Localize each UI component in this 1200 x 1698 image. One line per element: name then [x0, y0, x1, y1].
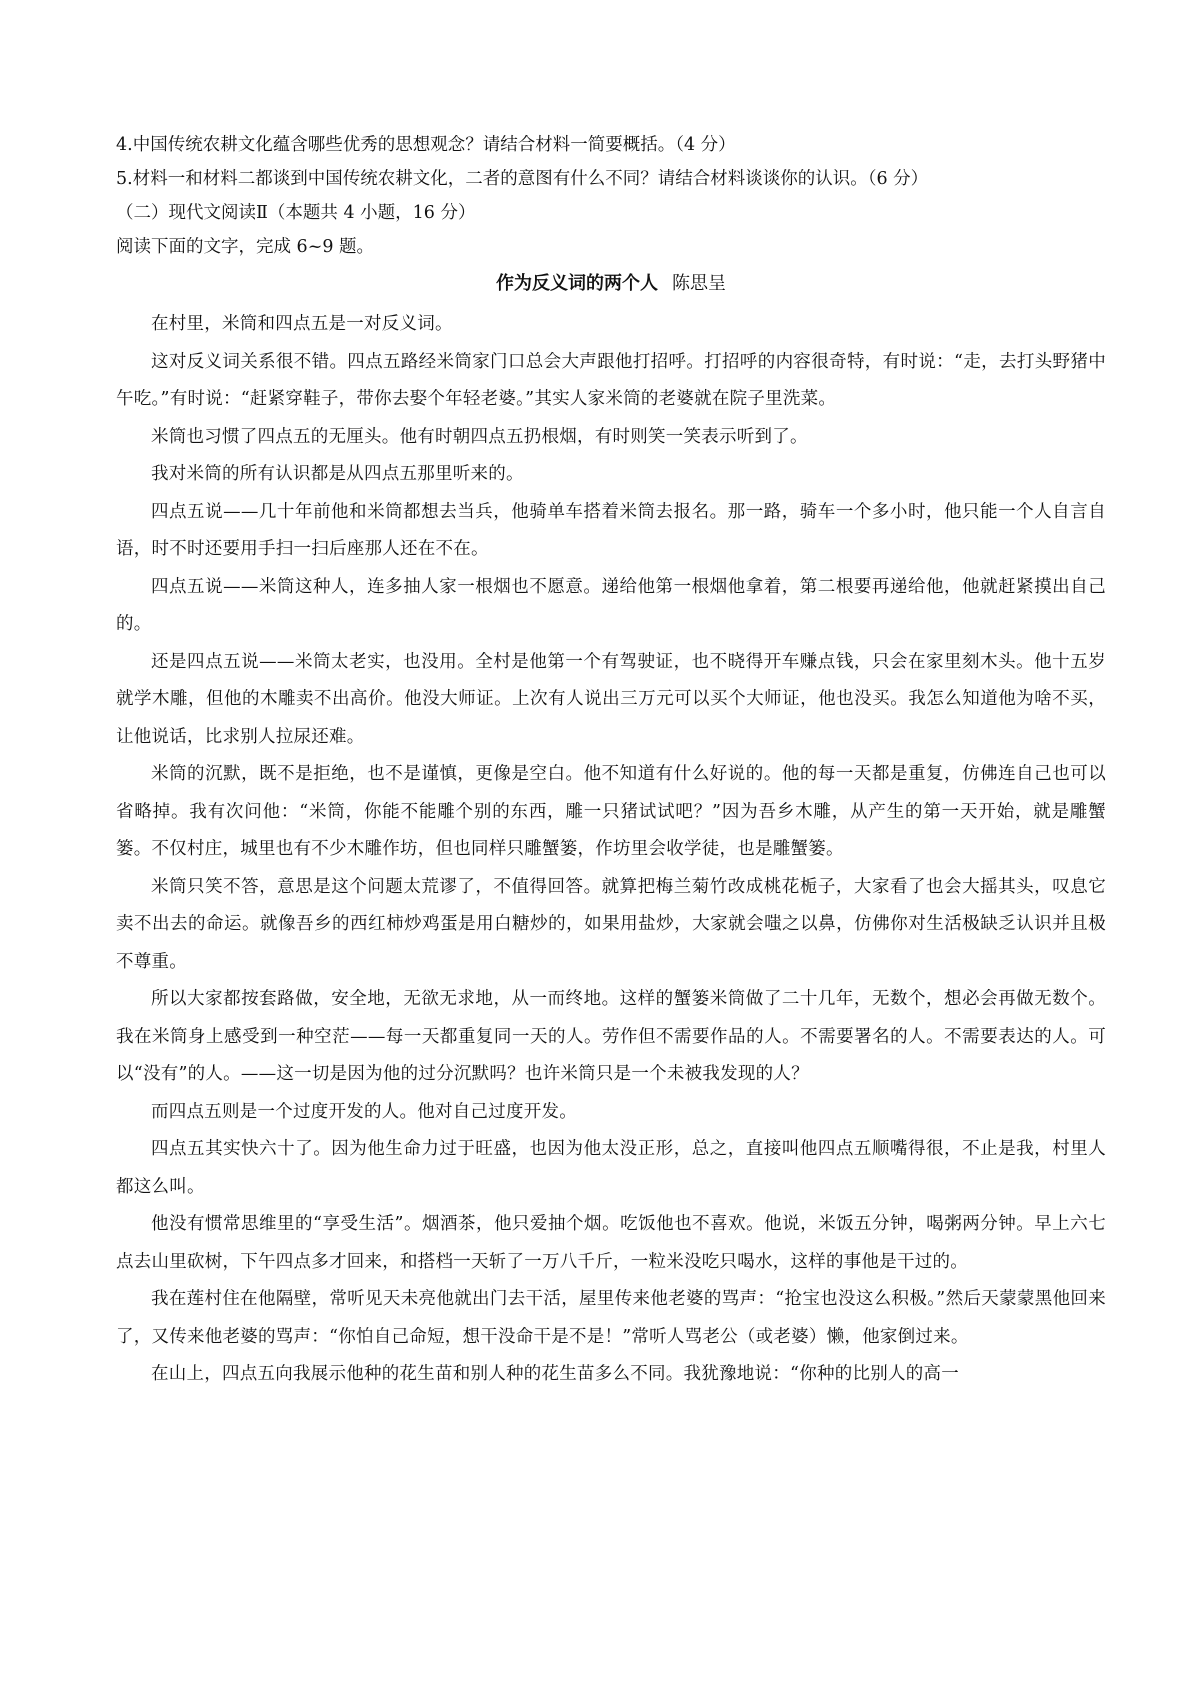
- paragraph: 所以大家都按套路做，安全地，无欲无求地，从一而终地。这样的蟹篓米筒做了二十几年，无数个，想必会再做无数个。我在米筒身上感受到一种空茫——每一天都重复同一天的人。劳作但不需要作品的人。不需要署名的人。不需要表达的人。可以“没有”的人。——这一切是因为他的过分沉默吗？也许米筒只是一个未被我发现的人？: [116, 989, 1106, 1084]
- paragraph: 而四点五则是一个过度开发的人。他对自己过度开发。: [151, 1101, 577, 1122]
- paragraph: 我在莲村住在他隔壁，常听见天未亮他就出门去干活，屋里传来他老婆的骂声：“抢宝也没这么积极。”然后天蒙蒙黑他回来了，又传来他老婆的骂声：“你怕自己命短，想干没命干是不是！”常听人骂老公（或老婆）懒，他家倒过来。: [116, 1289, 1106, 1347]
- paragraph: 四点五说——几十年前他和米筒都想去当兵，他骑单车搭着米筒去报名。那一路，骑车一个多小时，他只能一个人自言自语，时不时还要用手扫一扫后座那人还在不在。: [116, 501, 1106, 559]
- question-4: 4.中国传统农耕文化蕴含哪些优秀的思想观念？请结合材料一简要概括。（4 分）: [116, 135, 736, 155]
- paragraph: 四点五说——米筒这种人，连多抽人家一根烟也不愿意。递给他第一根烟他拿着，第二根要再递给他，他就赶紧摸出自己的。: [116, 576, 1106, 634]
- paragraph: 四点五其实快六十了。因为他生命力过于旺盛，也因为他太没正形，总之，直接叫他四点五顺嘴得很，不止是我，村里人都这么叫。: [116, 1139, 1106, 1197]
- exam-page: [116, 128, 1106, 1394]
- paragraph: 我对米筒的所有认识都是从四点五那里听来的。: [151, 464, 524, 484]
- reading-instruction: 阅读下面的文字，完成 6~9 题。: [116, 237, 375, 257]
- paragraph: 米筒的沉默，既不是拒绝，也不是谨慎，更像是空白。他不知道有什么好说的。他的每一天都是重复，仿佛连自己也可以省略掉。我有次问他：“米筒，你能不能雕个别的东西，雕一只猪试试吧？”因为吾乡木雕，从产生的第一天开始，就是雕蟹篓。不仅村庄，城里也有不少木雕作坊，但也同样只雕蟹篓，作坊里会收学徒，也是雕蟹篓。: [116, 764, 1106, 859]
- paragraph: 还是四点五说——米筒太老实，也没用。全村是他第一个有驾驶证，也不晓得开车赚点钱，只会在家里刻木头。他十五岁就学木雕，但他的木雕卖不出高价。他没大师证。上次有人说出三万元可以买个大师证，他也没买。我怎么知道他为啥不买，让他说话，比求别人拉尿还难。: [116, 651, 1106, 747]
- article-title-row: [116, 266, 1106, 302]
- article-author: 陈思呈: [672, 273, 726, 294]
- paragraph: 米筒只笑不答，意思是这个问题太荒谬了，不值得回答。就算把梅兰菊竹改成桃花栀子，大家看了也会大摇其头，叹息它卖不出去的命运。就像吾乡的西红柿炒鸡蛋是用白糖炒的，如果用盐炒，大家就会嗤之以鼻，仿佛你对生活极缺乏认识并且极不尊重。: [116, 876, 1106, 972]
- paragraph: 在村里，米筒和四点五是一对反义词。: [151, 314, 453, 334]
- section-heading: （二）现代文阅读Ⅱ（本题共 4 小题，16 分）: [116, 203, 476, 223]
- paragraph: 米筒也习惯了四点五的无厘头。他有时朝四点五扔根烟，有时则笑一笑表示听到了。: [151, 426, 808, 447]
- paragraph: 他没有惯常思维里的“享受生活”。烟酒茶，他只爱抽个烟。吃饭他也不喜欢。他说，米饭五分钟，喝粥两分钟。早上六七点去山里砍树，下午四点多才回来，和搭档一天斩了一万八千斤，一粒米没吃只喝水，这样的事他是干过的。: [116, 1214, 1106, 1272]
- article-title: 作为反义词的两个人: [496, 273, 658, 294]
- question-5: 5.材料一和材料二都谈到中国传统农耕文化，二者的意图有什么不同？请结合材料谈谈你的认识。（6 分）: [116, 169, 929, 189]
- paragraph: 这对反义词关系很不错。四点五路经米筒家门口总会大声跟他打招呼。打招呼的内容很奇特，有时说：“走，去打头野猪中午吃。”有时说：“赶紧穿鞋子，带你去娶个年轻老婆。”其实人家米筒的老婆就在院子里洗菜。: [116, 351, 1106, 409]
- paragraph: 在山上，四点五向我展示他种的花生苗和别人种的花生苗多么不同。我犹豫地说：“你种的比别人的高一: [151, 1364, 959, 1384]
